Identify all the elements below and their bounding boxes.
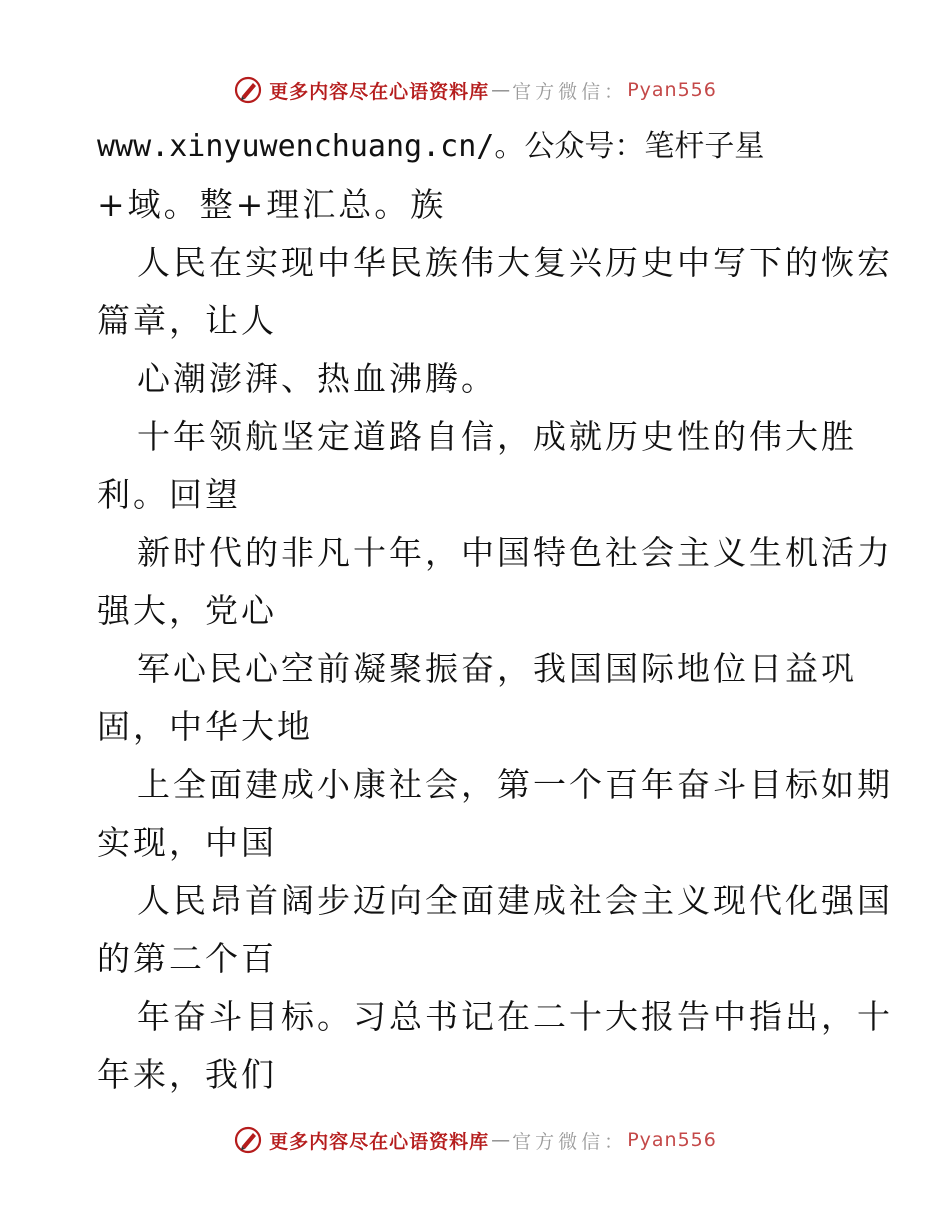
text-line: 利。回望 <box>97 475 241 514</box>
header-watermark <box>0 70 950 110</box>
text-line: 的第二个百 <box>97 939 277 978</box>
watermark-dash: — <box>491 79 511 101</box>
text-line: +域。整+理汇总。族 <box>97 185 447 224</box>
watermark-dash: — <box>491 1129 511 1151</box>
text-line: 年来，我们 <box>97 1055 277 1094</box>
text-line: 上全面建成小康社会，第一个百年奋斗目标如期 <box>137 765 893 804</box>
document-body <box>97 118 897 1104</box>
text-line: 实现，中国 <box>97 823 277 862</box>
watermark-wechat-id: Pyan556 <box>627 1129 717 1151</box>
text-line: 年奋斗目标。习总书记在二十大报告中指出，十 <box>137 997 893 1036</box>
text-line: 十年领航坚定道路自信，成就历史性的伟大胜 <box>137 417 857 456</box>
watermark-official: 官方微信： <box>512 1130 628 1153</box>
text-line: 人民昂首阔步迈向全面建成社会主义现代化强国 <box>137 881 893 920</box>
text-line: www.xinyuwenchuang.cn/。公众号：笔杆子星 <box>97 129 765 164</box>
watermark-brand: 更多内容尽在心语资料库 <box>269 80 490 103</box>
watermark-wechat-id: Pyan556 <box>627 79 717 101</box>
footer-watermark <box>0 1120 950 1160</box>
text-line: 人民在实现中华民族伟大复兴历史中写下的恢宏 <box>137 243 893 282</box>
text-line: 篇章，让人 <box>97 301 277 340</box>
watermark-brand: 更多内容尽在心语资料库 <box>269 1130 490 1153</box>
text-line: 心潮澎湃、热血沸腾。 <box>137 359 497 398</box>
pen-logo-icon <box>233 75 263 105</box>
watermark-official: 官方微信： <box>512 80 628 103</box>
text-line: 新时代的非凡十年，中国特色社会主义生机活力 <box>137 533 893 572</box>
pen-logo-icon <box>233 1125 263 1155</box>
text-line: 强大，党心 <box>97 591 277 630</box>
text-line: 军心民心空前凝聚振奋，我国国际地位日益巩 <box>137 649 857 688</box>
text-line: 固，中华大地 <box>97 707 313 746</box>
